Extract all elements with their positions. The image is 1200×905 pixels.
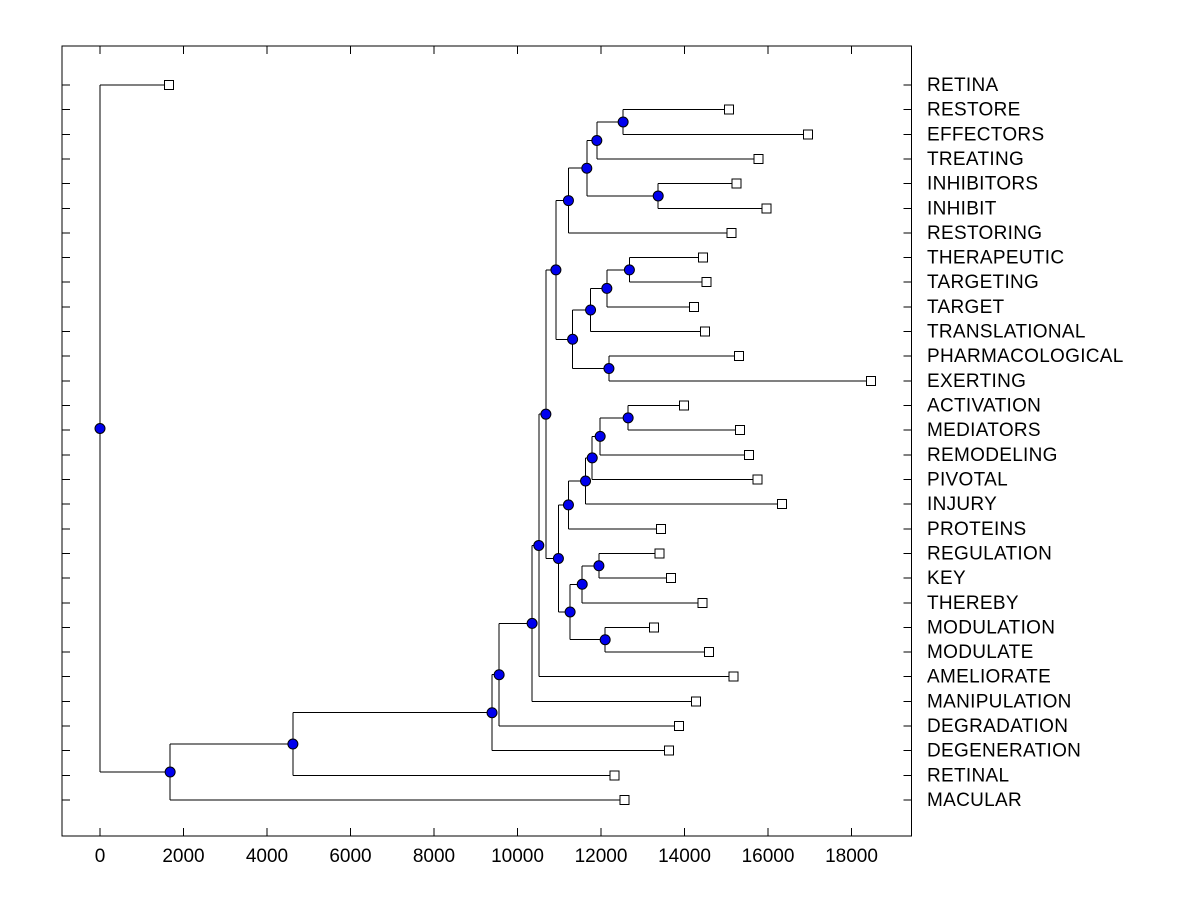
- leaf-label-EXERTING: EXERTING: [927, 370, 1027, 392]
- x-axis-tick-label: 6000: [329, 846, 372, 867]
- leaf-label-INJURY: INJURY: [927, 494, 998, 516]
- leaf-label-TARGET: TARGET: [927, 296, 1005, 318]
- branch-node-marker-E: [653, 191, 663, 201]
- branch-node-marker-D: [563, 196, 573, 206]
- leaf-label-RESTORE: RESTORE: [927, 99, 1021, 121]
- leaf-marker-TRANSLATIONAL: [700, 327, 709, 336]
- x-axis-tick-label: 10000: [491, 846, 544, 867]
- leaf-label-TRANSLATIONAL: TRANSLATIONAL: [927, 321, 1086, 343]
- branch-node-marker-V: [494, 670, 504, 680]
- x-axis-tick-label: 14000: [658, 846, 711, 867]
- leaf-label-TARGETING: TARGETING: [927, 272, 1040, 294]
- branch-node-marker-C: [582, 163, 592, 173]
- leaf-label-RETINA: RETINA: [927, 75, 999, 96]
- leaf-label-MODULATE: MODULATE: [927, 642, 1034, 664]
- leaf-label-ACTIVATION: ACTIVATION: [927, 395, 1042, 417]
- branch-node-marker-T: [534, 540, 544, 550]
- leaf-marker-EXERTING: [867, 376, 876, 385]
- leaf-marker-INHIBIT: [762, 204, 771, 213]
- branch-node-marker-Q: [541, 409, 551, 419]
- leaf-label-MEDIATORS: MEDIATORS: [927, 420, 1041, 442]
- branch-node-marker-N: [587, 453, 597, 463]
- branch-node-marker-K: [551, 265, 561, 275]
- branch-node-marker-R3: [565, 607, 575, 617]
- leaf-marker-INJURY: [777, 500, 786, 509]
- branch-node-marker-R1: [594, 561, 604, 571]
- branch-node-marker-F: [624, 265, 634, 275]
- leaf-marker-PIVOTAL: [753, 475, 762, 484]
- leaf-marker-MEDIATORS: [736, 426, 745, 435]
- leaf-marker-TREATING: [754, 154, 763, 163]
- leaf-marker-TARGET: [690, 302, 699, 311]
- branch-node-marker-R4: [600, 635, 610, 645]
- branch-node-marker-M: [595, 431, 605, 441]
- branch-node-marker-ROOT: [95, 424, 105, 434]
- leaf-marker-RESTORING: [727, 228, 736, 237]
- leaf-marker-INHIBITORS: [732, 179, 741, 188]
- leaf-marker-REMODELING: [744, 450, 753, 459]
- leaf-label-MODULATION: MODULATION: [927, 617, 1056, 639]
- leaf-label-TREATING: TREATING: [927, 148, 1025, 170]
- leaf-marker-MANIPULATION: [691, 697, 700, 706]
- leaf-marker-KEY: [667, 574, 676, 583]
- leaf-marker-AMELIORATE: [729, 672, 738, 681]
- branch-node-marker-A2: [165, 767, 175, 777]
- branch-node-marker-W: [487, 708, 497, 718]
- leaf-marker-RESTORE: [725, 105, 734, 114]
- x-axis-tick-label: 18000: [825, 846, 878, 867]
- x-axis-tick-label: 4000: [245, 846, 289, 867]
- leaf-marker-MACULAR: [620, 795, 629, 804]
- leaf-label-INHIBIT: INHIBIT: [927, 198, 997, 220]
- leaf-label-THERAPEUTIC: THERAPEUTIC: [927, 247, 1065, 269]
- leaf-label-PHARMACOLOGICAL: PHARMACOLOGICAL: [927, 346, 1124, 368]
- leaf-label-RESTORING: RESTORING: [927, 222, 1043, 244]
- branch-node-marker-O: [581, 476, 591, 486]
- leaf-label-REGULATION: REGULATION: [927, 543, 1053, 565]
- leaf-label-PIVOTAL: PIVOTAL: [927, 469, 1008, 491]
- branch-node-marker-P: [563, 500, 573, 510]
- leaf-label-MACULAR: MACULAR: [927, 789, 1023, 811]
- leaf-label-MANIPULATION: MANIPULATION: [927, 691, 1072, 713]
- leaf-marker-TARGETING: [702, 278, 711, 287]
- x-axis-tick-label: 12000: [574, 846, 628, 867]
- branch-node-marker-G: [602, 283, 612, 293]
- plot-border: [62, 46, 912, 836]
- leaf-marker-MODULATE: [705, 648, 714, 657]
- leaf-label-THEREBY: THEREBY: [927, 592, 1019, 614]
- leaf-marker-RETINA: [164, 81, 173, 90]
- leaf-label-INHIBITORS: INHIBITORS: [927, 173, 1039, 195]
- leaf-marker-THERAPEUTIC: [698, 253, 707, 262]
- x-axis-tick-label: 2000: [162, 846, 205, 867]
- leaf-label-PROTEINS: PROTEINS: [927, 518, 1027, 540]
- leaf-label-DEGENERATION: DEGENERATION: [927, 740, 1082, 762]
- leaf-marker-PROTEINS: [657, 524, 666, 533]
- x-axis-tick-label: 0: [94, 846, 106, 867]
- leaf-label-DEGRADATION: DEGRADATION: [927, 716, 1069, 738]
- leaf-marker-ACTIVATION: [680, 401, 689, 410]
- leaf-label-AMELIORATE: AMELIORATE: [927, 666, 1052, 688]
- leaf-marker-DEGENERATION: [665, 746, 674, 755]
- branch-node-marker-R2: [577, 579, 587, 589]
- leaf-label-REMODELING: REMODELING: [927, 444, 1058, 466]
- branch-node-marker-B2: [288, 739, 298, 749]
- branch-node-marker-U: [527, 618, 537, 628]
- leaf-marker-MODULATION: [650, 623, 659, 632]
- leaf-marker-EFFECTORS: [804, 130, 813, 139]
- leaf-marker-REGULATION: [655, 549, 664, 558]
- branch-node-marker-I: [568, 334, 578, 344]
- branch-node-marker-L: [623, 413, 633, 423]
- x-axis-tick-label: 8000: [412, 846, 456, 867]
- leaf-marker-DEGRADATION: [675, 722, 684, 731]
- leaf-marker-PHARMACOLOGICAL: [734, 352, 743, 361]
- branch-node-marker-J: [604, 364, 614, 374]
- leaf-marker-RETINAL: [610, 771, 619, 780]
- leaf-label-RETINAL: RETINAL: [927, 765, 1010, 787]
- leaf-label-EFFECTORS: EFFECTORS: [927, 124, 1045, 146]
- leaf-marker-THEREBY: [698, 598, 707, 607]
- x-axis-tick-label: 16000: [741, 846, 795, 867]
- branch-node-marker-A: [618, 117, 628, 127]
- leaf-label-KEY: KEY: [927, 568, 966, 590]
- branch-node-marker-S: [553, 553, 563, 563]
- branch-node-marker-B: [592, 135, 602, 145]
- branch-node-marker-H: [586, 305, 596, 315]
